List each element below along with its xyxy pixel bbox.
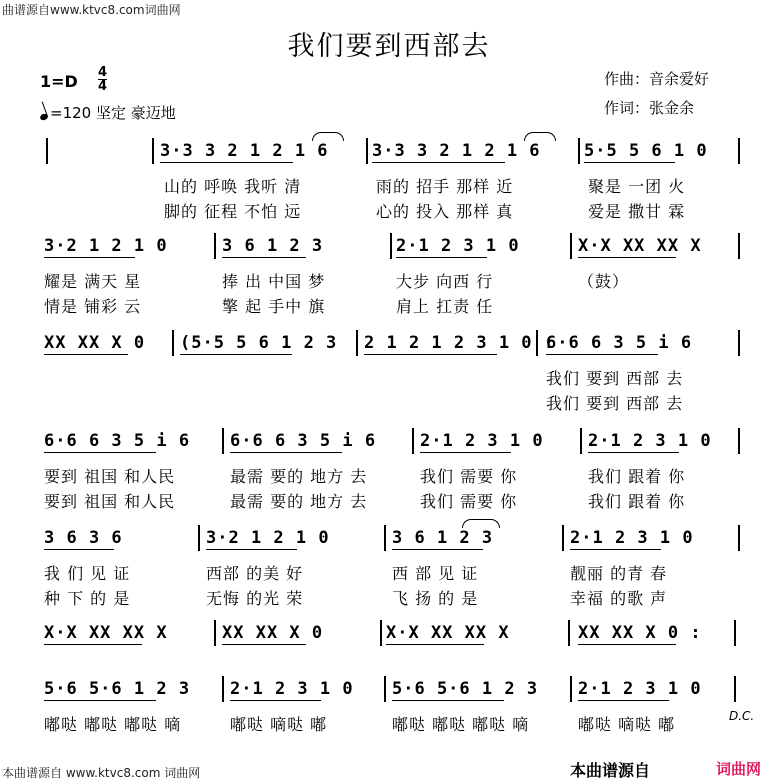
lyricist: 作词：张金余	[604, 99, 695, 117]
lyric-line: 山的 呼唤 我听 清	[164, 177, 302, 196]
measure-notes: 2·1 2 3 1 0	[230, 679, 354, 699]
bar-line	[198, 525, 200, 551]
staff-line	[0, 525, 778, 608]
bar-line	[578, 138, 580, 164]
staff-line	[0, 620, 778, 650]
measure-notes: 3·3 3 2 1 2 1 6	[372, 141, 541, 161]
bar-line	[384, 525, 386, 551]
measure-notes: X·X XX XX X	[578, 236, 702, 256]
measure-notes: 6·6 6 3 5 i 6	[44, 431, 191, 451]
lyric-line: 情是 铺彩 云	[44, 297, 142, 316]
beam-underline	[392, 549, 483, 550]
beam-underline	[44, 354, 128, 355]
lyric-line: 捧 出 中国 梦	[222, 272, 326, 291]
lyric-line: 嘟哒 嘟哒 嘟哒 嘀	[44, 715, 182, 734]
beam-underline	[160, 162, 293, 163]
lyric-line: 西 部 见 证	[392, 564, 479, 583]
bar-line	[738, 138, 740, 164]
lyric-line: 要到 祖国 和人民	[44, 492, 176, 511]
bar-line	[152, 138, 154, 164]
lyric-line: 擎 起 手中 旗	[222, 297, 326, 316]
tempo-marking	[40, 102, 176, 123]
lyric-line: 肩上 扛责 任	[396, 297, 494, 316]
bar-line	[390, 233, 392, 259]
measure-notes: 2 1 2 1 2 3 1 0 :	[364, 333, 555, 353]
bar-line	[734, 676, 736, 702]
bar-line	[738, 330, 740, 356]
measure-notes: X·X XX XX X	[386, 623, 510, 643]
bar-line	[738, 525, 740, 551]
beam-underline	[588, 452, 679, 453]
song-title: 我们要到西部去	[287, 31, 491, 62]
composer: 作曲：音余爱好	[604, 70, 710, 88]
beam-underline	[44, 452, 156, 453]
beam-underline	[44, 700, 156, 701]
measure-notes: 5·6 5·6 1 2 3	[392, 679, 539, 699]
beam-underline	[578, 700, 669, 701]
lyric-line: 我们 需要 你	[420, 467, 518, 486]
beam-underline	[396, 257, 487, 258]
staff-line	[0, 138, 778, 221]
measure-notes: 2·1 2 3 1 0	[588, 431, 712, 451]
beam-underline	[44, 257, 135, 258]
quarter-note-icon	[39, 113, 49, 121]
measure-notes: 3·3 3 2 1 2 1 6	[160, 141, 329, 161]
measure-notes: 5·5 5 6 1 0	[584, 141, 708, 161]
lyric-line: 幸福 的歌 声	[570, 589, 668, 608]
tempo-text: =120 坚定 豪迈地	[50, 104, 176, 122]
beam-underline	[44, 549, 114, 550]
staff-line	[0, 428, 778, 511]
lyric-line: （鼓）	[578, 272, 630, 291]
bar-line	[570, 233, 572, 259]
bar-line	[738, 233, 740, 259]
beam-underline	[364, 354, 497, 355]
measure-notes: 3 6 3 6	[44, 528, 123, 548]
measure-notes: XX XX X 0	[222, 623, 324, 643]
bar-line	[356, 330, 358, 356]
lyric-line: 心的 投入 那样 真	[376, 202, 514, 221]
lyric-line: 种 下 的 是	[44, 589, 131, 608]
bar-line	[412, 428, 414, 454]
measure-notes: 5·6 5·6 1 2 3	[44, 679, 191, 699]
beam-underline	[578, 644, 676, 645]
lyric-line: 我们 要到 西部 去	[546, 369, 684, 388]
lyric-line: 我们 要到 西部 去	[546, 394, 684, 413]
tie-arc	[462, 519, 500, 528]
beam-underline	[570, 549, 661, 550]
bar-line	[562, 525, 564, 551]
measure-notes: 2·1 2 3 1 0	[570, 528, 694, 548]
key-label: 1=D	[40, 72, 78, 91]
key-signature	[40, 65, 108, 94]
bar-line	[568, 620, 570, 646]
lyric-line: 靓丽 的青 春	[570, 564, 668, 583]
bar-line	[222, 428, 224, 454]
measure-notes: 2·1 2 3 1 0	[420, 431, 544, 451]
time-denominator: 4	[98, 79, 108, 94]
beam-underline	[546, 354, 658, 355]
beam-underline	[180, 354, 292, 355]
lyric-line: 嘟哒 嘟哒 嘟哒 嘀	[392, 715, 530, 734]
staff-line	[0, 233, 778, 316]
lyric-line: 大步 向西 行	[396, 272, 494, 291]
measure-notes: 2·1 2 3 1 0	[396, 236, 520, 256]
lyric-line: 西部 的美 好	[206, 564, 304, 583]
bar-line	[580, 428, 582, 454]
beam-underline	[206, 549, 297, 550]
tie-arc	[312, 132, 344, 141]
lyric-line: 嘟哒 嘀哒 嘟	[230, 715, 328, 734]
measure-notes: 2·1 2 3 1 0	[578, 679, 702, 699]
bar-line	[738, 428, 740, 454]
top-watermark: 曲谱源自www.ktvc8.com词曲网	[2, 3, 181, 17]
bar-line	[570, 676, 572, 702]
bar-line	[172, 330, 174, 356]
beam-underline	[584, 162, 675, 163]
lyric-line: 最需 要的 地方 去	[230, 467, 368, 486]
beam-underline	[230, 700, 321, 701]
measure-notes: 3·2 1 2 1 0	[44, 236, 168, 256]
bar-line	[366, 138, 368, 164]
lyric-line: 我们 跟着 你	[588, 492, 686, 511]
source-label: 本曲谱源自	[570, 761, 651, 780]
bar-line	[380, 620, 382, 646]
lyric-line: 脚的 征程 不怕 远	[164, 202, 302, 221]
measure-notes: XX XX X 0 :	[578, 623, 702, 643]
measure-notes: X·X XX XX X	[44, 623, 168, 643]
beam-underline	[230, 452, 342, 453]
measure-notes: XX XX X 0	[44, 333, 146, 353]
bar-line	[214, 620, 216, 646]
beam-underline	[578, 257, 676, 258]
lyric-line: 嘟哒 嘀哒 嘟	[578, 715, 676, 734]
measure-notes: 3 6 1 2 3	[392, 528, 494, 548]
measure-notes: (5·5 5 6 1 2 3	[180, 333, 338, 353]
beam-underline	[372, 162, 505, 163]
bar-line	[46, 138, 48, 164]
lyric-line: 我们 需要 你	[420, 492, 518, 511]
lyric-line: 最需 要的 地方 去	[230, 492, 368, 511]
tie-arc	[524, 132, 556, 141]
staff-line	[0, 330, 778, 413]
measure-notes: 3·2 1 2 1 0	[206, 528, 330, 548]
lyric-line: 我 们 见 证	[44, 564, 131, 583]
time-numerator: 4	[98, 65, 108, 80]
bar-line	[214, 233, 216, 259]
beam-underline	[386, 644, 484, 645]
bottom-watermark: 本曲谱源自 www.ktvc8.com 词曲网	[2, 766, 201, 780]
bar-line	[384, 676, 386, 702]
beam-underline	[420, 452, 511, 453]
beam-underline	[222, 257, 306, 258]
bar-line	[734, 620, 736, 646]
site-logo: 词曲网	[716, 760, 762, 778]
time-signature	[98, 66, 107, 93]
lyric-line: 无悔 的光 荣	[206, 589, 304, 608]
dc-marking: D.C.	[729, 709, 755, 723]
measure-notes: 3 6 1 2 3	[222, 236, 324, 256]
beam-underline	[44, 644, 142, 645]
lyric-line: 雨的 招手 那样 近	[376, 177, 514, 196]
beam-underline	[392, 700, 504, 701]
lyric-line: 耀是 满天 星	[44, 272, 142, 291]
lyric-line: 要到 祖国 和人民	[44, 467, 176, 486]
measure-notes: 6·6 6 3 5 i 6	[546, 333, 693, 353]
lyric-line: 聚是 一团 火	[588, 177, 686, 196]
beam-underline	[222, 644, 306, 645]
lyric-line: 我们 跟着 你	[588, 467, 686, 486]
lyric-line: 爱是 撒甘 霖	[588, 202, 686, 221]
lyric-line: 飞 扬 的 是	[392, 589, 479, 608]
measure-notes: 6·6 6 3 5 i 6	[230, 431, 377, 451]
bar-line	[222, 676, 224, 702]
